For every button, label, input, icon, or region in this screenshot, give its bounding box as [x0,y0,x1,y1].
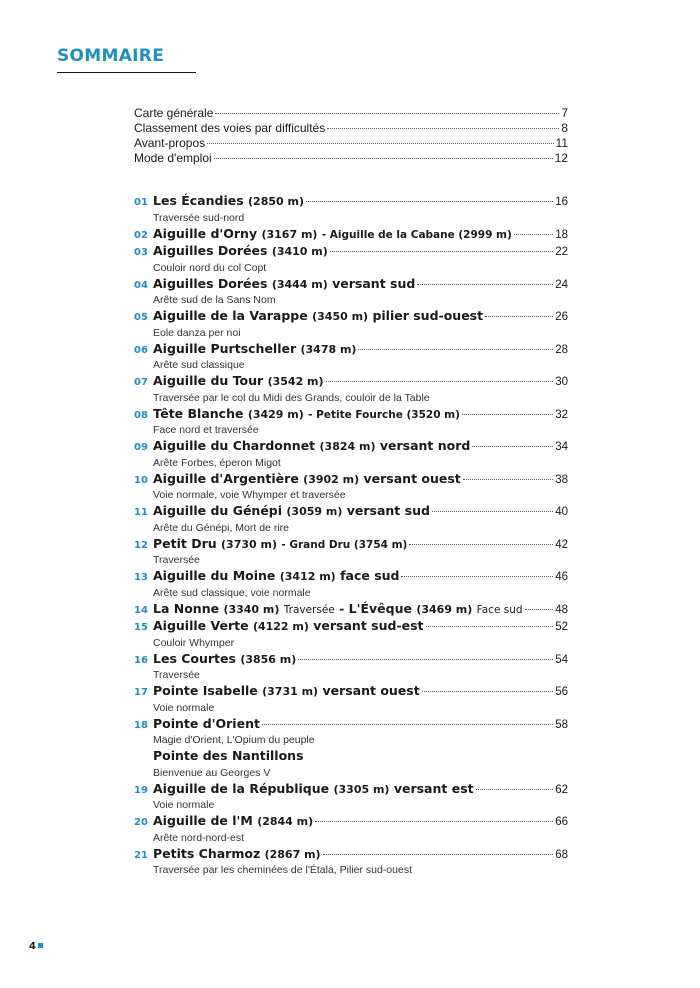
entry-page: 18 [555,228,568,241]
entry-number: 05 [134,312,148,323]
peak-name: Aiguille Verte [153,618,249,633]
route-subtitle: Voie normale [153,799,215,811]
peak-name: Les Courtes [153,650,236,666]
route-subtitle: Arête Forbes, éperon Migot [153,456,281,469]
entry-body [153,406,568,439]
toc-row[interactable] [134,151,568,166]
entry-number: 12 [134,539,148,551]
entry-title [153,341,356,356]
entry-title-row [153,193,568,211]
entry-title [153,438,470,453]
peak-name: Petit Dru [153,535,217,551]
dot-leader [323,854,554,855]
entry-number: 01 [134,197,148,208]
entry-title-row [153,373,568,391]
entry-page: 30 [555,376,568,388]
aspect: versant sud-est [313,618,424,633]
entry-body [153,618,568,651]
folio-square-icon [38,943,43,948]
altitude: (3167 m) [261,227,318,241]
entry-page: 32 [555,408,568,421]
toc-entry[interactable] [134,846,568,879]
entry-body [153,846,568,879]
peak-name: Aiguille du Moine [153,568,276,583]
altitude: (3410 m) [271,245,328,258]
page-number [29,941,43,952]
aspect: versant ouest [322,683,420,698]
entry-title [153,471,461,486]
aspect: face sud [340,568,400,583]
route-subtitle: Arête nord-nord-est [153,831,245,844]
entry-number: 18 [134,719,148,731]
route-list [134,193,568,878]
entry-page: 22 [555,246,568,258]
entry-body [153,683,568,716]
toc-entry[interactable] [134,438,568,471]
entry-title [153,276,415,291]
entry-title-row [153,226,568,244]
toc-entry[interactable] [134,536,568,569]
entry-page: 40 [555,506,568,518]
toc-entry[interactable] [134,341,568,374]
entry-number: 11 [134,507,148,518]
toc-entry[interactable] [134,568,568,601]
dot-leader [463,479,553,480]
aspect: versant sud [332,275,416,291]
peak-name: Aiguille de l'M [153,813,253,828]
secondary-summit: - Aiguille de la Cabane (2999 m) [321,228,512,241]
peak-name: Pointe d'Orient [153,715,260,731]
route-subtitle: Arête du Génépi, Mort de rire [153,521,289,534]
entry-title [153,813,313,828]
entry-title-row [153,471,568,489]
entry-body [153,813,568,846]
entry-page: 42 [555,538,568,551]
entry-number: 04 [134,279,148,291]
toc-entry[interactable] [134,748,568,781]
route-subtitle: Traversée [153,554,200,566]
toc-entry[interactable] [134,503,568,536]
altitude: (3444 m) [271,277,328,291]
toc-row[interactable] [134,121,568,136]
altitude: (3412 m) [279,570,336,583]
peak-name: Aiguille Purtscheller [153,340,297,356]
aspect: pilier sud-ouest [372,308,484,323]
entry-title [153,373,324,388]
dot-leader [330,251,553,252]
dot-leader [327,128,559,129]
entry-body [153,308,568,341]
dot-leader [214,158,553,159]
entry-page: 56 [555,686,568,698]
altitude: (3902 m) [303,472,360,486]
peak-name: Aiguille du Tour [153,373,264,388]
toc-entry[interactable] [134,716,568,749]
toc-entry[interactable] [134,406,568,439]
entry-title [153,536,407,551]
page-title: SOMMAIRE [57,46,165,66]
entry-title-row [153,748,568,766]
front-matter-list [134,106,568,166]
entry-body [153,748,568,781]
entry-number: 07 [134,377,148,388]
peak-name: Aiguille du Chardonnet [153,438,316,453]
dot-leader [422,691,553,692]
peak-name: Aiguille d'Orny [153,225,258,241]
altitude: (3856 m) [240,652,297,666]
toc-entry[interactable] [134,813,568,846]
dot-leader [315,821,553,822]
route-subtitle: Voie normale [153,701,215,714]
dot-leader [298,659,553,660]
entry-body [153,651,568,684]
peak-name: La Nonne [153,600,220,616]
altitude: (3824 m) [319,440,376,453]
peak-name: Tête Blanche [153,405,244,421]
peak-name: Aiguille d'Argentière [153,470,299,486]
entry-number: 03 [134,247,148,258]
route-subtitle: Eole danza per noi [153,326,241,339]
entry-title [153,716,260,731]
toc-entry[interactable] [134,618,568,651]
entry-body [153,601,568,619]
entry-body [153,341,568,374]
dot-leader [409,544,553,545]
entry-number: 09 [134,442,148,453]
dot-leader [476,789,554,790]
dot-leader [432,511,553,512]
entry-title [153,503,430,518]
entry-body [153,503,568,536]
toc-label: Carte générale [134,106,214,120]
second-altitude: (3469 m) [416,602,473,616]
toc-row[interactable] [134,136,568,151]
entry-page: 16 [555,196,568,208]
peak-name: Aiguille de la République [153,780,330,796]
entry-title-row [153,651,568,669]
dot-leader [472,446,553,447]
route-subtitle: Traversée par les cheminées de l'Étala, Pilier sud-ouest [153,864,412,876]
entry-title [153,651,296,666]
toc-entry[interactable] [134,601,568,619]
aspect: versant ouest [363,470,461,486]
entry-title [153,226,512,241]
entry-body [153,243,568,276]
entry-page: 54 [555,653,568,666]
entry-number: 13 [134,572,148,583]
aspect: versant est [393,780,474,796]
route-subtitle: Couloir Whymper [153,636,235,649]
dot-leader [401,576,553,577]
dot-leader [207,143,553,144]
altitude: (3305 m) [333,782,390,796]
entry-number: 06 [134,344,148,356]
aspect: versant sud [346,503,430,518]
entry-title-row [153,846,568,864]
dot-leader [485,316,553,317]
entry-title [153,193,304,208]
title-underline [57,72,196,73]
entry-title-row [153,568,568,586]
entry-title-row [153,601,568,619]
page-number-text: 4 [29,941,36,952]
peak-name: Aiguilles Dorées [153,275,268,291]
route-subtitle: Face nord et traversée [153,424,259,436]
entry-title-row [153,536,568,554]
entry-page: 26 [555,311,568,323]
entry-title-row [153,308,568,326]
entry-page: 48 [555,603,568,616]
route-subtitle: Traversée par le col du Midi des Grands, couloir de la Table [153,391,430,404]
entry-title [153,618,424,633]
second-peak-name: - L'Évêque [339,600,412,616]
entry-body [153,276,568,309]
entry-title-row [153,716,568,734]
toc-entry[interactable] [134,651,568,684]
route-subtitle: Arête sud classique [153,359,245,371]
entry-number: 10 [134,474,148,486]
route-note: Traversée [283,603,335,616]
altitude: (4122 m) [252,620,309,633]
entry-page: 34 [555,441,568,453]
toc-label: Mode d'emploi [134,151,212,165]
route-subtitle: Arête sud de la Sans Nom [153,294,276,306]
entry-number: 20 [134,817,148,828]
toc-entry[interactable] [134,276,568,309]
entry-number: 19 [134,784,148,796]
toc-label: Avant-propos [134,136,206,150]
entry-number: 14 [134,604,148,616]
entry-body [153,471,568,504]
entry-title-row [153,813,568,831]
toc-entry[interactable] [134,193,568,226]
entry-page: 66 [555,816,568,828]
entry-page: 62 [555,783,568,796]
toc-entry[interactable] [134,243,568,276]
dot-leader [462,414,553,415]
dot-leader [426,626,554,627]
entry-body [153,781,568,814]
entry-number: 08 [134,409,148,421]
aspect: versant nord [379,438,471,453]
altitude: (3429 m) [247,407,304,421]
entry-title [153,846,321,861]
secondary-summit: - Grand Dru (3754 m) [281,538,408,551]
dot-leader [525,609,554,610]
dot-leader [514,234,553,235]
altitude: (2844 m) [257,815,314,828]
peak-name: Petits Charmoz [153,845,261,861]
toc-entry[interactable] [134,471,568,504]
entry-title [153,683,420,698]
route-subtitle: Traversée [153,669,200,681]
entry-body [153,373,568,406]
entry-page: 24 [555,278,568,291]
entry-number: 16 [134,654,148,666]
altitude: (2867 m) [264,847,321,861]
entry-title-row [153,503,568,521]
toc-page: 11 [555,136,568,150]
entry-page: 58 [555,718,568,731]
entry-title-row [153,781,568,799]
entry-body [153,438,568,471]
peak-name: Pointe des Nantillons [153,748,304,763]
entry-number: 17 [134,687,148,698]
entry-title-row [153,276,568,294]
entry-body [153,716,568,749]
entry-title [153,601,523,616]
second-route-note: Face sud [476,603,523,616]
secondary-summit: - Petite Fourche (3520 m) [308,408,460,421]
toc-page: 7 [561,106,568,120]
toc-label: Classement des voies par difficultés [134,121,326,135]
entry-title-row [153,341,568,359]
altitude: (3730 m) [221,537,277,551]
route-subtitle: Voie normale, voie Whymper et traversée [153,489,346,501]
toc-entry[interactable] [134,308,568,341]
route-subtitle: Traversée sud-nord [153,211,245,224]
altitude: (3542 m) [267,375,324,388]
dot-leader [306,201,553,202]
entry-body [153,568,568,601]
route-subtitle: Magie d'Orient, L'Opium du peuple [153,734,315,746]
entry-body [153,226,568,244]
entry-page: 46 [555,571,568,583]
altitude: (2850 m) [248,195,304,208]
altitude: (3340 m) [223,602,280,616]
entry-title-row [153,243,568,261]
entry-title [153,243,328,258]
entry-title-row [153,406,568,424]
altitude: (3059 m) [286,505,343,518]
toc-entry[interactable] [134,781,568,814]
entry-page: 28 [555,343,568,356]
entry-title [153,748,304,763]
entry-page: 52 [555,621,568,633]
entry-title-row [153,683,568,701]
entry-number: 15 [134,622,148,633]
toc-entry[interactable] [134,683,568,716]
route-subtitle: Couloir nord du col Copt [153,261,267,274]
peak-name: Pointe Isabelle [153,683,258,698]
entry-title [153,568,399,583]
dot-leader [358,349,553,350]
altitude: (3731 m) [262,685,319,698]
dot-leader [417,284,553,285]
dot-leader [262,724,553,725]
route-subtitle: Arête sud classique, voie normale [153,586,311,599]
dot-leader [215,113,559,114]
altitude: (3450 m) [312,310,369,323]
entry-page: 68 [555,848,568,861]
entry-number: 21 [134,849,148,861]
entry-number: 02 [134,229,148,241]
toc-page: 12 [554,151,568,165]
entry-title-row [153,438,568,456]
peak-name: Aiguille de la Varappe [153,308,308,323]
entry-title [153,308,483,323]
peak-name: Les Écandies [153,193,244,208]
toc-page: 8 [561,121,568,135]
toc-row[interactable] [134,106,568,121]
toc-entry[interactable] [134,373,568,406]
entry-title [153,406,460,421]
route-subtitle: Bienvenue au Georges V [153,766,271,779]
entry-body [153,536,568,569]
toc-entry[interactable] [134,226,568,244]
entry-title [153,781,474,796]
dot-leader [326,381,554,382]
peak-name: Aiguilles Dorées [153,243,268,258]
entry-title-row [153,618,568,636]
entry-body [153,193,568,226]
entry-page: 38 [555,473,568,486]
altitude: (3478 m) [300,342,357,356]
peak-name: Aiguille du Génépi [153,503,283,518]
